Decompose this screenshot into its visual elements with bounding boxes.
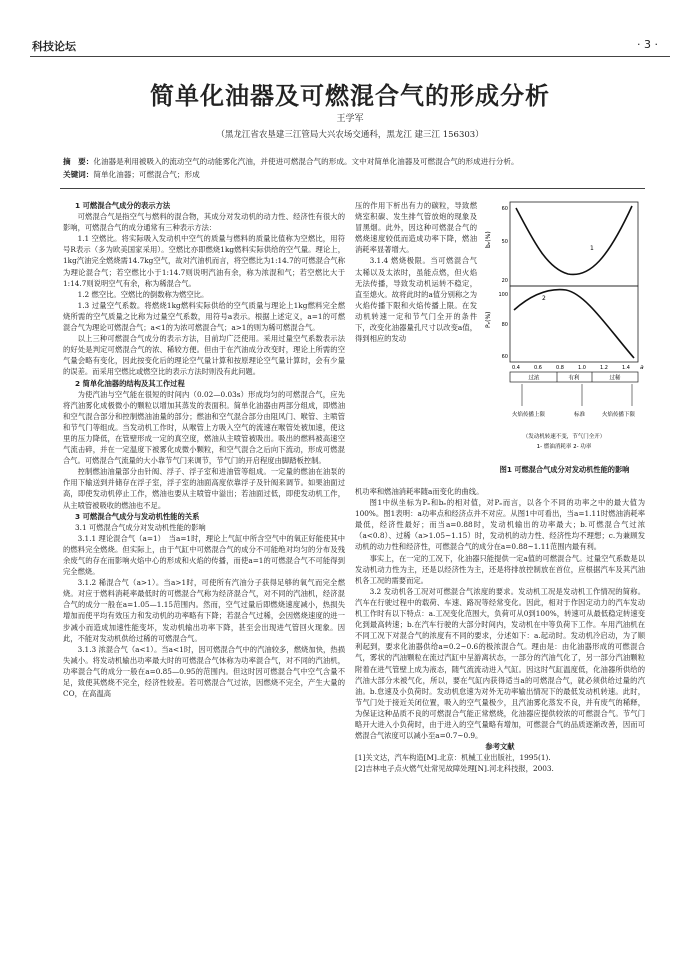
y-tick: 50 [501, 239, 508, 245]
keywords: 关键词：简单化油器；可燃混合气；形成 [63, 170, 200, 179]
zone-rich: 过浓 [528, 375, 540, 382]
subsection-heading: 3.1 可燃混合气成分对发动机性能的影响 [75, 522, 206, 532]
flame-lower-limit-label: 火焰传播下限 [602, 412, 636, 418]
paragraph: 3.2 发动机各工况对可燃混合气浓度的要求。发动机工况是发动机工作情况的简称。汽车在行驶过程中的载荷、车速、路况等经常变化。因此，相对于作因定动力的汽车发动机工作时有以下特点：a.工况变化范围大，负荷可从0到100%，转速可从最低稳定转速变化到最高转速；b.在汽车行驶的大部分时间内，发动机在中等负荷下工作。车用汽油机在不同工况下对混合气的浓度有不同的要求，分述如下：a.起动时。发动机冷启动，为了顺利起到，要求化油器供给a=0.2~0.6的极浓混合气。理由是：由化油器形成的可燃混合气，雾状的汽油颗粒在流过汽缸中呈游离状态，一部分的汽油气化了，另一部分汽油颗粒附着在进气管壁上成为液态，随气流流动进入气缸。因这时气缸温度低，化油器所供给的汽油大部分未被气化，所以，要在气缸内获得适当a的可燃混合气，就必须供给过量的汽油。b.怠速及小负荷时。发动机怠速为对外无功率输出情况下的最低发动机转速。此时，节气门处于接近关闭位置，吸入的空气量极少，且汽油雾化蒸发不良，并有废气的稀释，为保证这种品质不良的可燃混合气能正常燃烧，化油器应提供较浓的可燃混合气。节气门略开大进入小负荷时，由于进入的空气量略有增加，可燃混合气的品质逐渐改善，因而可燃混合气浓度可以减小至a=0.7~0.9。 [355, 586, 645, 741]
figure-note-2: 1- 燃油消耗率 2- 功率 [536, 444, 592, 450]
paragraph: 可燃混合气是指空气与燃料的混合物，其成分对发动机的动力性、经济性有很大的影响，可燃混合气的成分通常有三种表示方法： [63, 212, 345, 233]
paragraph: 1.3 过量空气系数。将燃烧1kg燃料实际供给的空气质量与理论上1kg燃料完全燃烧所需的空气质量之比称为过量空气系数，用符号a表示。根据上述定义，a=1的可燃混合气为理论可燃混合气；a<1的为浓可燃混合气；a>1的则为稀可燃混合气。 [63, 300, 345, 333]
curve-label-1: 1 [590, 245, 594, 252]
paragraph: 3.1.3 浓混合气（a<1）。当a<1时，因可燃混合气中的汽油较多，燃烧加快，热损失减小。将发动机输出功率最大时的可燃混合气体称为功率混合气，对不同的汽油机，功率混合气的成分一般在a=0.85—0.95的范围内。但这时因可燃混合气中空气含量不足，致使其燃烧不完全，经济性较差。若可燃混合气过浓，因燃烧不完全，产生大量的CO，在高温高 [63, 644, 345, 699]
standard-label: 标准 [574, 412, 586, 418]
abstract-rule [60, 188, 645, 189]
paragraph-continued: 机功率和燃油消耗率随a而变化的曲线。 [355, 487, 484, 496]
y-tick: 60 [501, 354, 508, 360]
zone-favorable: 有利 [568, 375, 580, 382]
figure-caption: 图1 可燃混合气成分对发动机性能的影响 [499, 465, 630, 474]
header-rule [30, 56, 670, 57]
body-column-right-top [355, 200, 477, 344]
zone-lean: 过稀 [609, 375, 621, 382]
power-curve [514, 290, 634, 358]
y-tick: 100 [498, 292, 508, 298]
x-axis-label: a [640, 364, 644, 371]
x-tick: 0.6 [534, 365, 542, 371]
page-number: · 3 · [637, 38, 658, 51]
y-tick: 20 [501, 278, 508, 284]
figure-1-chart [482, 198, 647, 463]
paragraph: 图1中纵坐标为Pₑ和bₑ的相对值，对Pₑ而言，以各个不同的功率之中的最大值为100%。图1表明：a功率点和经济点并不对应。从图1中可看出，当a=1.11时燃油消耗率最低，经济性最好；而当a=0.88时，发动机输出的功率最大；b.可燃混合气过浓（a<0.8）、过稀（a>1.05~1.15）时，发动机的动力性、经济性均不理想；c.为兼顾发动机的动力性和经济性，可燃混合气的成分在a=0.88~1.11范围内最有利。 [355, 498, 645, 552]
author: 王学军 [336, 114, 364, 124]
fuel-consumption-curve [516, 206, 632, 274]
article-title: 简单化油器及可燃混合气的形成分析 [150, 82, 550, 110]
paragraph: 为使汽油与空气能在很短的时间内（0.02—0.03s）形成均匀的可燃混合气，应先将汽油雾化成极微小的颗粒以增加其蒸发的表面积。简单化油器由两部分组成，即燃油和空气混合部分和控制燃油油量的部分；燃油和空气混合部分由阻风门、喉管、主喷管和节气门等组成。当发动机工作时，从喉管上方吸入空气的流速在喉管处被加速，使这里的压力降低，在管壁形成一定的真空度，燃油从主喷管被吸出。吸出的燃料被高速空气流击碎，并在一定温度下被雾化成微小颗粒，和空气混合之后向下流动，形成可燃混合气。可燃混合气流量的大小靠节气门来调节，节气门的开启程度由脚踏板控制。 [63, 389, 345, 466]
curve-label-2: 2 [542, 295, 546, 302]
x-tick: 1.2 [600, 365, 608, 371]
pe-plot-frame [510, 286, 638, 362]
pe-axis-label: Pₑ(%) [485, 311, 492, 328]
paragraph: 以上三种可燃混合气成分的表示方法，目前均广泛使用。采用过量空气系数表示法的好处是判定可燃混合气的浓、稀较方便。但由于在汽油成分改变时，理论上所需的空气量会略有变化，因此按变化后的理论空气量计算和按原理论空气量计算时，会有少量的误差。而采用空燃比或燃空比的表示方法时则没有此问题。 [63, 334, 345, 377]
journal-name: 科技论坛 [32, 40, 76, 53]
section-heading: 2 简单化油器的结构及其工作过程 [75, 378, 185, 388]
paragraph: 3.1.2 稀混合气（a>1）。当a>1时，可使所有汽油分子获得足够的氧气而完全燃烧。对应于燃料消耗率最低时的可燃混合气称为经济混合气，对不同的汽油机，经济混合气的成分一般在a=1.05—1.15范围内。然而，空气过量后即燃烧速度减小，热损失增加而使平均有效压力和发动机的功率略有下降；若混合气过稀，会因燃烧速度的进一步减小而造成加速性能变坏，发动机输出功率下降，甚至会出现进气管回火现象。因此，不能对发动机供给过稀的可燃混合气。 [63, 578, 345, 643]
x-tick: 0.8 [556, 365, 564, 371]
body-column-left [63, 200, 345, 699]
paragraph: 1.2 燃空比。空燃比的倒数称为燃空比。 [77, 289, 209, 299]
reference-item: [1]关文达，汽车构造[M].北京：机械工业出版社，1995(1). [355, 753, 551, 763]
x-tick: 1.0 [578, 365, 586, 371]
be-axis-label: bₑ(%) [485, 231, 492, 248]
paragraph: 控制燃油油量部分由针阀、浮子、浮子室和进油管等组成。一定量的燃油在油泵的作用下输送到并储存在浮子室，浮子室的油面高度依靠浮子及针阀来调节。如果油面过高，即使发动机停止工作，燃油也要从主喷管中溢出；若油面过低，即使发动机工作，从主喷管被吸收的燃油也不足。 [63, 467, 345, 510]
section-heading: 1 可燃混合气成分的表示方法 [75, 201, 171, 210]
paragraph: 3.1.1 理论混合气（a=1） 当a=1时，理论上气缸中所含空气中的氧正好能使其中的燃料完全燃烧。但实际上，由于气缸中可燃混合气的成分不可能绝对均匀的分布及残余废气的存在而影响火焰中心的形成和火焰的传播，而使a=1的可燃混合气不可能得到完全燃烧。 [63, 533, 345, 577]
abstract: 摘 要：化油器是利用被吸入的流动空气的动能雾化汽油，并使进可燃混合气的形成。文中对简单化油器及可燃混合气的形成进行分析。 [63, 157, 519, 166]
be-plot-frame [510, 202, 638, 286]
figure-note-1: （发动机转速不变，节气门全开） [522, 434, 606, 440]
paragraph-continued: 压的作用下析出有力的碳粒，导致燃烧室积碳、发生排气管放炮的现象及冒黑烟。此外，因这种可燃混合气的燃烧速度较低而造成功率下降，燃油消耗率显著增大。 [355, 201, 477, 255]
affiliation: （黑龙江省农垦建三江管局大兴农场交通科，黑龙江 建三江 156303） [216, 130, 484, 140]
y-tick: 80 [501, 322, 508, 328]
paragraph: 1.1 空燃比。将实际吸入发动机中空气的质量与燃料的质量比值称为空燃比，用符号R表示（多为欧美国家采用）。空燃比亦即燃烧1kg燃料实际供给的空气量。理论上，1kg汽油完全燃烧需14.7kg空气，故对汽油机而言，将空燃比为1:14.7的可燃混合气称为理论混合气；若空燃比小于1:14.7则说明汽油有余，称为浓混和气；若空燃比大于1:14.7则说明空气有余，称为稀混合气。 [63, 234, 345, 288]
body-column-right-bottom [355, 486, 645, 774]
reference-item: [2]吉林电子点火燃气灶常见故障处理[N].河北科技报，2003. [355, 764, 554, 774]
references-heading: 参考文献 [485, 742, 515, 752]
paragraph: 3.1.4 燃烧极限。当可燃混合气太稀以及太浓时，虽能点燃，但火焰无法传播，导致发动机运转不稳定，直至熄火。故将此时的a值分别称之为火焰传播下限和火焰传播上限。在发动机转速一定和节气门全开的条件下，改变化油器量孔尺寸以改变a值，得到相应的发动 [355, 256, 477, 344]
y-tick: 60 [501, 206, 508, 212]
abstract-block [63, 155, 643, 181]
flame-upper-limit-label: 火焰传播上限 [512, 412, 546, 418]
section-heading: 3 可燃混合气成分与发动机性能的关系 [75, 511, 200, 521]
x-tick: 1.4 [622, 365, 630, 371]
x-tick: 0.4 [512, 365, 520, 371]
paragraph: 事实上，在一定的工况下，化油器只能提供一定a值的可燃混合气。过量空气系数是以发动机动力性为主，还是以经济性为主，还是将排放控制放在首位，应根据汽车及其汽油机各工况的需要而定。 [355, 553, 645, 585]
